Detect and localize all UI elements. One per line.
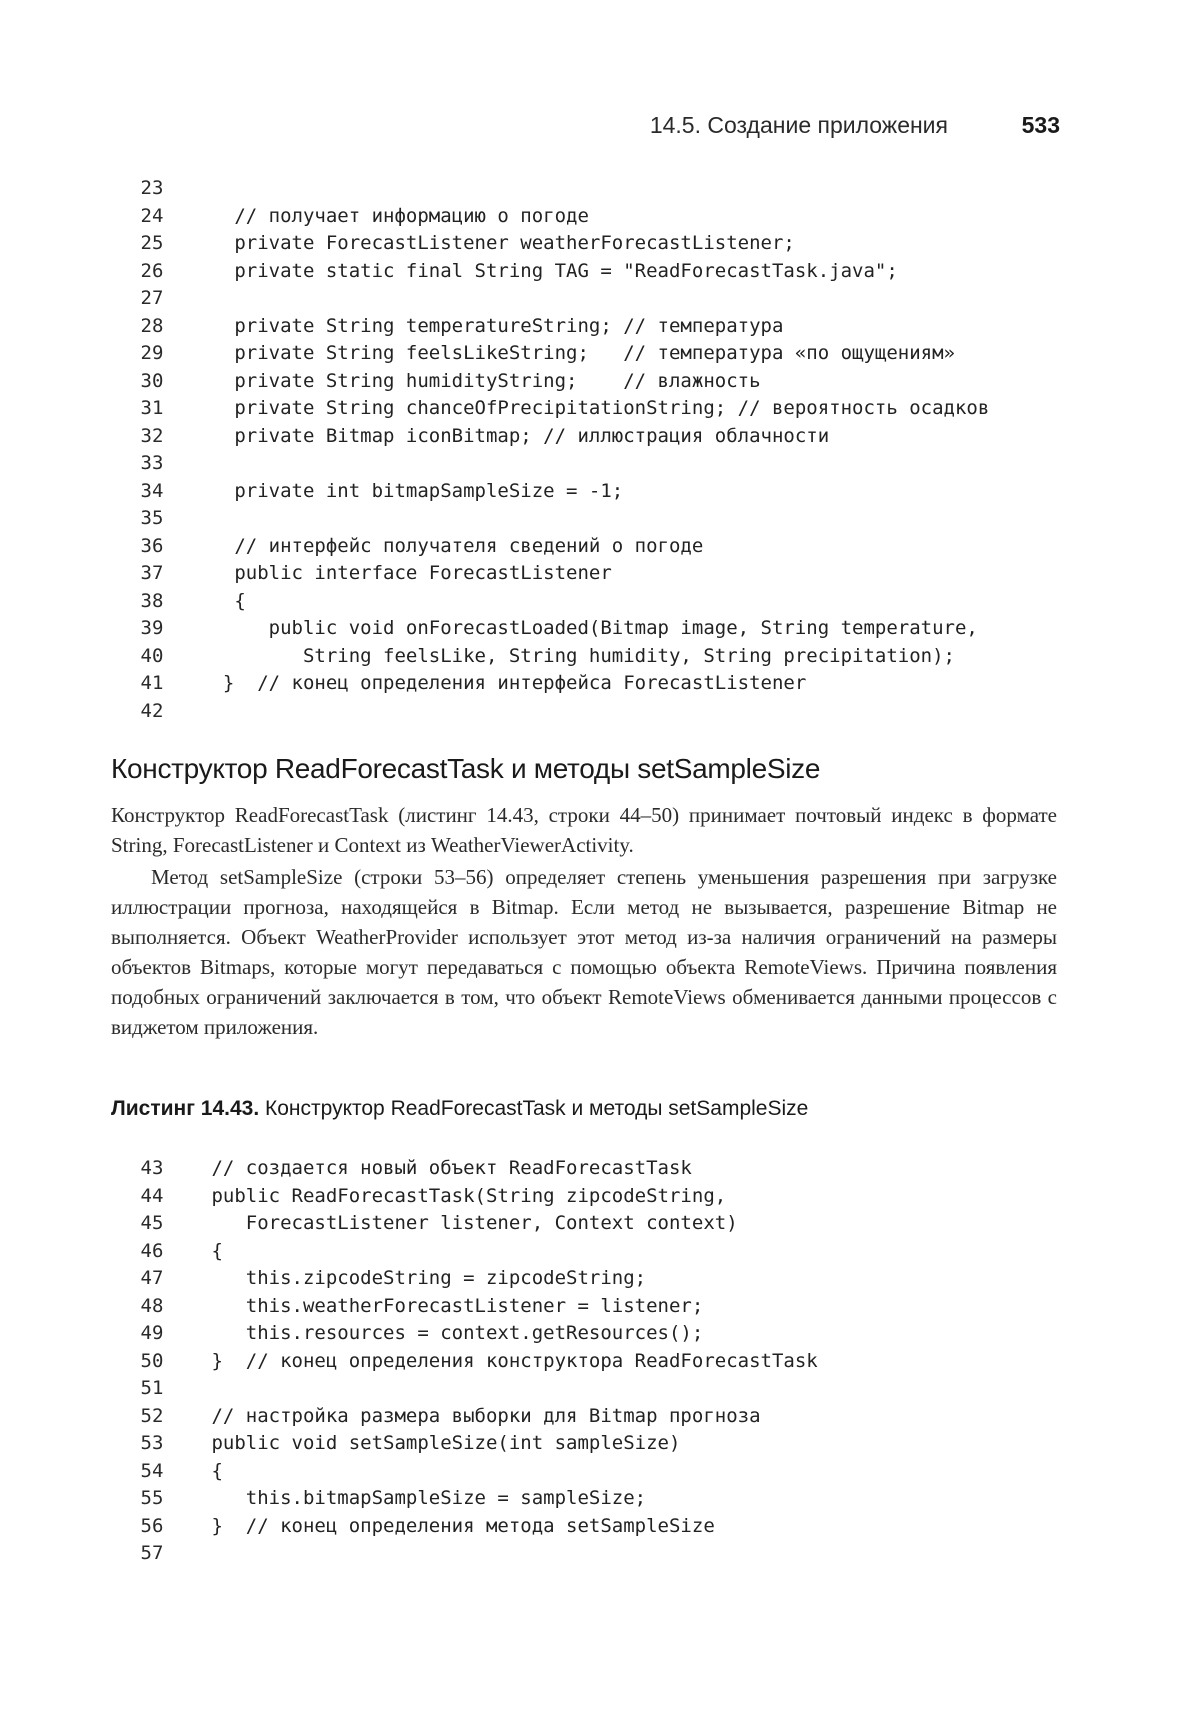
code-line: [0, 1320, 1200, 1348]
code-line: [0, 1183, 1200, 1211]
line-number: 23: [140, 177, 164, 199]
code-text: this.weatherForecastListener = listener;: [200, 1294, 704, 1317]
line-number: 38: [140, 589, 164, 612]
line-number: 52: [140, 1404, 164, 1427]
code-line: [0, 1238, 1200, 1266]
line-number: 53: [140, 1432, 164, 1454]
line-number: 25: [140, 232, 164, 254]
code-line: [0, 1265, 1200, 1293]
line-number: 43: [140, 1157, 164, 1179]
line-number: 39: [140, 617, 164, 639]
line-number: 49: [140, 1322, 164, 1344]
listing-caption-label: Листинг 14.43.: [111, 1097, 260, 1120]
code-text: public interface ForecastListener: [200, 562, 612, 584]
line-number: 33: [140, 452, 164, 474]
code-line: [0, 258, 1200, 286]
listing-caption: [111, 1097, 808, 1121]
code-line: [0, 423, 1200, 451]
running-head-title: 14.5. Создание приложения: [649, 112, 948, 138]
code-line: [0, 1403, 1200, 1431]
line-number: 36: [140, 534, 164, 557]
code-line: [0, 670, 1200, 698]
code-text: // настройка размера выборки для Bitmap прогноза: [200, 1404, 761, 1427]
line-number: 54: [140, 1459, 164, 1482]
code-text: private String chanceOfPrecipitationString; // вероятность осадков: [200, 397, 990, 419]
code-text: } // конец определения конструктора ReadForecastTask: [200, 1349, 818, 1372]
line-number: 46: [140, 1239, 164, 1262]
body-paragraph-1: Конструктор ReadForecastTask (листинг 14.43, строки 44–50) принимает почтовый индекс в формате String, ForecastListener и Context из WeatherViewerActivity.: [111, 803, 1057, 857]
code-line: [0, 1375, 1200, 1403]
code-line: [0, 478, 1200, 506]
code-line: [0, 1293, 1200, 1321]
code-text: private String feelsLikeString; // температура «по ощущениям»: [200, 342, 955, 364]
code-line: [0, 1348, 1200, 1376]
line-number: 34: [140, 479, 164, 502]
code-line: [0, 1540, 1200, 1568]
line-number: 31: [140, 397, 164, 419]
section-heading: Конструктор ReadForecastTask и методы setSampleSize: [111, 753, 821, 784]
code-line: [0, 533, 1200, 561]
line-number: 37: [140, 562, 164, 584]
line-number: 56: [140, 1514, 164, 1537]
code-line: [0, 1430, 1200, 1458]
line-number: 29: [140, 342, 164, 364]
code-line: [0, 1155, 1200, 1183]
code-line: [0, 505, 1200, 533]
line-number: 50: [140, 1349, 164, 1372]
code-line: [0, 395, 1200, 423]
line-number: 41: [140, 672, 164, 694]
code-line: [0, 285, 1200, 313]
code-line: [0, 203, 1200, 231]
code-text: public void setSampleSize(int sampleSize): [200, 1432, 681, 1454]
code-text: // получает информацию о погоде: [200, 204, 589, 227]
line-number: 28: [140, 314, 164, 337]
code-line: [0, 368, 1200, 396]
code-text: } // конец определения интерфейса ForecastListener: [200, 672, 807, 694]
code-text: public void onForecastLoaded(Bitmap image, String temperature,: [200, 617, 978, 639]
code-text: private static final String TAG = "ReadForecastTask.java";: [200, 259, 898, 282]
code-line: [0, 1458, 1200, 1486]
line-number: 26: [140, 259, 164, 282]
code-line: [0, 450, 1200, 478]
code-text: private String temperatureString; // температура: [200, 314, 784, 337]
code-text: // интерфейс получателя сведений о погоде: [200, 534, 704, 557]
code-text: {: [200, 1459, 223, 1482]
line-number: 24: [140, 204, 164, 227]
line-number: 55: [140, 1487, 164, 1509]
code-line: [0, 1210, 1200, 1238]
code-text: this.zipcodeString = zipcodeString;: [200, 1267, 647, 1289]
code-text: private ForecastListener weatherForecastListener;: [200, 232, 795, 254]
code-line: [0, 313, 1200, 341]
code-text: String feelsLike, String humidity, String precipitation);: [200, 644, 955, 667]
code-listing-top: [0, 175, 1200, 725]
code-line: [0, 643, 1200, 671]
code-line: [0, 175, 1200, 203]
body-paragraph-2: Метод setSampleSize (строки 53–56) определяет степень уменьшения разрешения при загрузке иллюстрации прогноза, находящейся в Bitmap. Если метод не вызывается, разрешение Bitmap не выполняется. Объект WeatherProvider использует этот метод из-за наличия ограничений на размеры объектов Bitmaps, которые могут передаваться с помощью объекта RemoteViews. Причина появления подобных ограничений заключается в том, что объект RemoteViews обменивается данными процессов с виджетом приложения.: [111, 865, 1057, 1039]
code-text: {: [200, 589, 246, 612]
code-text: this.resources = context.getResources();: [200, 1322, 704, 1344]
line-number: 32: [140, 424, 164, 447]
code-text: } // конец определения метода setSampleSize: [200, 1514, 715, 1537]
code-line: [0, 340, 1200, 368]
code-listing-bottom: [0, 1155, 1200, 1568]
line-number: 30: [140, 369, 164, 392]
code-text: this.bitmapSampleSize = sampleSize;: [200, 1487, 647, 1509]
code-line: [0, 1513, 1200, 1541]
line-number: 45: [140, 1212, 164, 1234]
code-text: public ReadForecastTask(String zipcodeString,: [200, 1184, 727, 1207]
code-text: ForecastListener listener, Context context): [200, 1212, 738, 1234]
code-text: private String humidityString; // влажность: [200, 369, 761, 392]
code-text: private Bitmap iconBitmap; // иллюстрация облачности: [200, 424, 830, 447]
running-head: [0, 112, 1200, 148]
code-line: [0, 615, 1200, 643]
line-number: 40: [140, 644, 164, 667]
code-text: {: [200, 1239, 223, 1262]
page-number: 533: [1021, 112, 1060, 138]
line-number: 27: [140, 287, 164, 309]
line-number: 51: [140, 1377, 164, 1399]
code-line: [0, 588, 1200, 616]
line-number: 47: [140, 1267, 164, 1289]
code-text: // создается новый объект ReadForecastTask: [200, 1157, 692, 1179]
line-number: 57: [140, 1542, 164, 1564]
code-text: private int bitmapSampleSize = -1;: [200, 479, 624, 502]
code-line: [0, 230, 1200, 258]
line-number: 48: [140, 1294, 164, 1317]
code-line: [0, 560, 1200, 588]
line-number: 42: [140, 699, 164, 722]
code-line: [0, 1485, 1200, 1513]
line-number: 44: [140, 1184, 164, 1207]
code-line: [0, 698, 1200, 726]
line-number: 35: [140, 507, 164, 529]
listing-caption-text: Конструктор ReadForecastTask и методы setSampleSize: [259, 1097, 809, 1120]
